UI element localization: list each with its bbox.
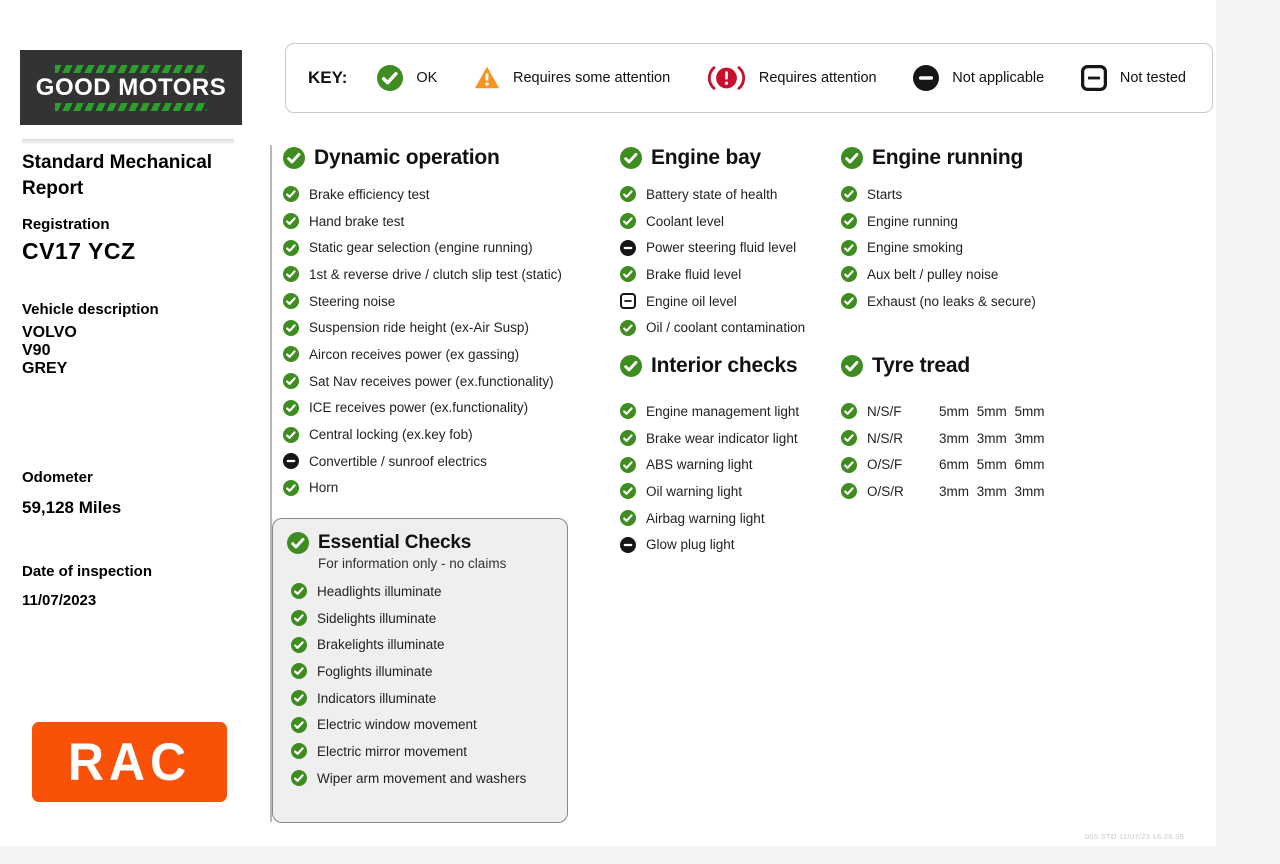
check-item	[283, 448, 613, 475]
check-item	[291, 631, 553, 658]
check-item-label: Brake wear indicator light	[646, 430, 798, 446]
ok-icon	[283, 373, 299, 389]
check-item	[841, 288, 1066, 315]
vehicle-colour: GREY	[22, 360, 68, 377]
good-motors-logo	[20, 50, 242, 125]
check-item-label: N/S/R	[867, 430, 904, 446]
ok-icon	[283, 240, 299, 256]
key-item-label: Requires some attention	[513, 70, 671, 86]
check-item	[283, 341, 613, 368]
check-item	[283, 475, 613, 502]
rac-logo-text: RAC	[67, 732, 192, 792]
vehicle-description-value	[22, 324, 242, 378]
check-item-label: Foglights illuminate	[317, 663, 433, 679]
vehicle-model: V90	[22, 342, 51, 359]
ok-icon	[841, 430, 857, 446]
check-item	[283, 314, 613, 341]
ok-icon	[620, 213, 636, 229]
ok-icon	[841, 483, 857, 499]
section-essential-checks	[272, 518, 568, 823]
check-item-label: Sat Nav receives power (ex.functionality)	[309, 373, 554, 389]
sidebar-top-rule	[22, 139, 234, 144]
check-list	[620, 398, 835, 558]
key-legend-title: KEY:	[308, 68, 348, 87]
check-item-label: ICE receives power (ex.functionality)	[309, 400, 529, 416]
vehicle-make: VOLVO	[22, 324, 77, 341]
ok-icon	[620, 355, 642, 377]
key-item	[1081, 65, 1186, 91]
check-item-label: Engine running	[867, 213, 958, 229]
check-item	[291, 605, 553, 632]
check-item-label: Central locking (ex.key fob)	[309, 427, 473, 443]
check-item-label: Engine oil level	[646, 293, 737, 309]
key-item-label: Requires attention	[758, 70, 877, 86]
check-item-label: O/S/F	[867, 457, 903, 473]
key-item-label: OK	[416, 70, 438, 86]
check-item-label: 1st & reverse drive / clutch slip test (static)	[309, 266, 562, 282]
check-item-label: Brake efficiency test	[309, 186, 430, 202]
section-title: Engine running	[872, 146, 1024, 169]
check-item	[620, 234, 835, 261]
key-item	[913, 65, 1044, 91]
not-tested-icon	[1081, 65, 1107, 91]
section-header	[841, 354, 1046, 378]
check-item	[291, 738, 553, 765]
check-item	[291, 658, 553, 685]
check-item	[620, 451, 835, 478]
tyre-tread-stripe-top	[55, 65, 207, 73]
check-item	[841, 478, 1046, 505]
check-item-label: Battery state of health	[646, 186, 778, 202]
check-item	[620, 181, 835, 208]
section-engine-running	[841, 146, 1066, 314]
section-dynamic-operation	[283, 146, 613, 501]
ok-icon	[291, 743, 307, 759]
check-item-label: Convertible / sunroof electrics	[309, 453, 487, 469]
section-title: Essential Checks	[318, 532, 472, 553]
ok-icon	[841, 186, 857, 202]
check-list	[841, 181, 1066, 314]
key-item	[474, 65, 670, 91]
check-item-label: Sidelights illuminate	[317, 610, 437, 626]
odometer-value: 59,128 Miles	[22, 498, 122, 517]
inspection-date-label: Date of inspection	[22, 563, 153, 580]
ok-icon	[377, 65, 403, 91]
rac-logo	[32, 722, 227, 802]
check-item	[291, 711, 553, 738]
check-item	[620, 531, 835, 558]
check-item	[283, 234, 613, 261]
check-list	[620, 181, 835, 341]
check-item	[620, 398, 835, 425]
ok-icon	[291, 583, 307, 599]
requires-attention-icon	[707, 65, 746, 91]
ok-icon	[841, 240, 857, 256]
not-applicable-icon	[620, 240, 636, 256]
check-item	[291, 685, 553, 712]
check-item	[283, 261, 613, 288]
check-item	[620, 505, 835, 532]
check-item-label: Hand brake test	[309, 213, 405, 229]
check-item-label: Horn	[309, 480, 339, 496]
check-item-label: Wiper arm movement and washers	[317, 770, 527, 786]
check-item	[283, 421, 613, 448]
ok-icon	[841, 293, 857, 309]
ok-icon	[841, 266, 857, 282]
requires-some-attention-icon	[474, 65, 500, 91]
section-engine-bay	[620, 146, 835, 341]
check-item-values: 5mm 5mm 5mm	[939, 403, 1045, 419]
ok-icon	[283, 293, 299, 309]
section-title: Interior checks	[651, 354, 798, 377]
check-item-label: Oil warning light	[646, 483, 743, 499]
check-item-label: O/S/R	[867, 483, 904, 499]
ok-icon	[291, 637, 307, 653]
check-item-values: 3mm 3mm 3mm	[939, 430, 1045, 446]
ok-icon	[291, 717, 307, 733]
check-item-label: Coolant level	[646, 213, 725, 229]
ok-icon	[283, 320, 299, 336]
section-header	[620, 354, 835, 378]
check-item-label: Starts	[867, 186, 903, 202]
ok-icon	[283, 186, 299, 202]
check-item	[841, 208, 1066, 235]
check-item	[620, 425, 835, 452]
key-item-label: Not tested	[1119, 70, 1186, 86]
ok-icon	[620, 320, 636, 336]
check-item-label: ABS warning light	[646, 457, 753, 473]
key-legend	[285, 43, 1213, 113]
ok-icon	[283, 400, 299, 416]
ok-icon	[291, 610, 307, 626]
report-title: Standard Mechanical Report	[22, 152, 213, 199]
check-list	[841, 398, 1046, 505]
check-item	[841, 234, 1066, 261]
ok-icon	[620, 403, 636, 419]
check-item-values: 3mm 3mm 3mm	[939, 483, 1045, 499]
ok-icon	[620, 266, 636, 282]
check-item-label: Brakelights illuminate	[317, 637, 445, 653]
section-title: Engine bay	[651, 146, 762, 169]
check-item-label: Brake fluid level	[646, 266, 742, 282]
ok-icon	[620, 430, 636, 446]
check-item	[841, 451, 1046, 478]
ok-icon	[291, 770, 307, 786]
check-item-label: Headlights illuminate	[317, 583, 442, 599]
check-item-label: Oil / coolant contamination	[646, 320, 806, 336]
check-item	[841, 398, 1046, 425]
section-interior-checks	[620, 354, 835, 558]
ok-icon	[620, 510, 636, 526]
section-header	[620, 146, 835, 170]
check-item	[620, 288, 835, 315]
not-applicable-icon	[913, 65, 939, 91]
check-item	[291, 765, 553, 792]
ok-icon	[620, 483, 636, 499]
not-tested-icon	[620, 293, 636, 309]
check-item	[283, 181, 613, 208]
check-item	[620, 478, 835, 505]
ok-icon	[283, 346, 299, 362]
ok-icon	[283, 266, 299, 282]
key-item	[377, 65, 437, 91]
key-item-label: Not applicable	[952, 70, 1045, 86]
check-list	[291, 578, 553, 792]
check-item-label: Suspension ride height (ex-Air Susp)	[309, 320, 529, 336]
ok-icon	[620, 147, 642, 169]
ok-icon	[283, 480, 299, 496]
ok-icon	[283, 147, 305, 169]
ok-icon	[620, 186, 636, 202]
check-item	[283, 368, 613, 395]
key-item	[707, 65, 877, 91]
key-legend-list	[377, 65, 1186, 91]
check-item-label: Glow plug light	[646, 537, 735, 553]
odometer-label: Odometer	[22, 469, 93, 486]
ok-icon	[841, 355, 863, 377]
not-applicable-icon	[283, 453, 299, 469]
essential-checks-subtitle: For information only - no claims	[318, 556, 507, 571]
check-item-label: N/S/F	[867, 403, 902, 419]
check-item-values: 6mm 5mm 6mm	[939, 457, 1045, 473]
check-item-label: Aux belt / pulley noise	[867, 266, 999, 282]
section-header	[283, 146, 613, 170]
good-motors-logo-text: GOOD MOTORS	[35, 73, 227, 101]
ok-icon	[841, 457, 857, 473]
check-item	[283, 395, 613, 422]
ok-icon	[287, 532, 309, 554]
ok-icon	[291, 663, 307, 679]
check-item	[291, 578, 553, 605]
ok-icon	[283, 213, 299, 229]
vehicle-description-label: Vehicle description	[22, 301, 159, 318]
check-item-label: Electric mirror movement	[317, 743, 468, 759]
print-stamp: 005 STD 11/07/23 16.26.39	[1085, 832, 1185, 841]
registration-value: CV17 YCZ	[22, 238, 136, 264]
check-item-label: Engine smoking	[867, 240, 964, 256]
section-header	[841, 146, 1066, 170]
tyre-tread-stripe-bottom	[55, 103, 207, 111]
section-tyre-tread	[841, 354, 1046, 505]
check-item	[620, 314, 835, 341]
ok-icon	[283, 427, 299, 443]
check-item-label: Aircon receives power (ex gassing)	[309, 346, 520, 362]
check-item-label: Electric window movement	[317, 717, 477, 733]
check-item-label: Steering noise	[309, 293, 396, 309]
check-list	[283, 181, 613, 501]
check-item	[620, 261, 835, 288]
check-item-label: Engine management light	[646, 403, 800, 419]
check-item-label: Power steering fluid level	[646, 240, 797, 256]
not-applicable-icon	[620, 537, 636, 553]
section-title: Tyre tread	[872, 354, 970, 377]
ok-icon	[841, 213, 857, 229]
check-item	[841, 181, 1066, 208]
section-title: Dynamic operation	[314, 146, 500, 169]
check-item-label: Exhaust (no leaks & secure)	[867, 293, 1036, 309]
check-item	[283, 208, 613, 235]
check-item-label: Static gear selection (engine running)	[309, 240, 533, 256]
check-item-label: Indicators illuminate	[317, 690, 437, 706]
section-header	[287, 532, 553, 554]
ok-icon	[841, 403, 857, 419]
ok-icon	[620, 457, 636, 473]
check-item	[283, 288, 613, 315]
registration-label: Registration	[22, 216, 110, 233]
ok-icon	[841, 147, 863, 169]
inspection-date-value: 11/07/2023	[22, 592, 97, 609]
ok-icon	[291, 690, 307, 706]
check-item	[841, 425, 1046, 452]
check-item	[841, 261, 1066, 288]
check-item-label: Airbag warning light	[646, 510, 765, 526]
check-item	[620, 208, 835, 235]
